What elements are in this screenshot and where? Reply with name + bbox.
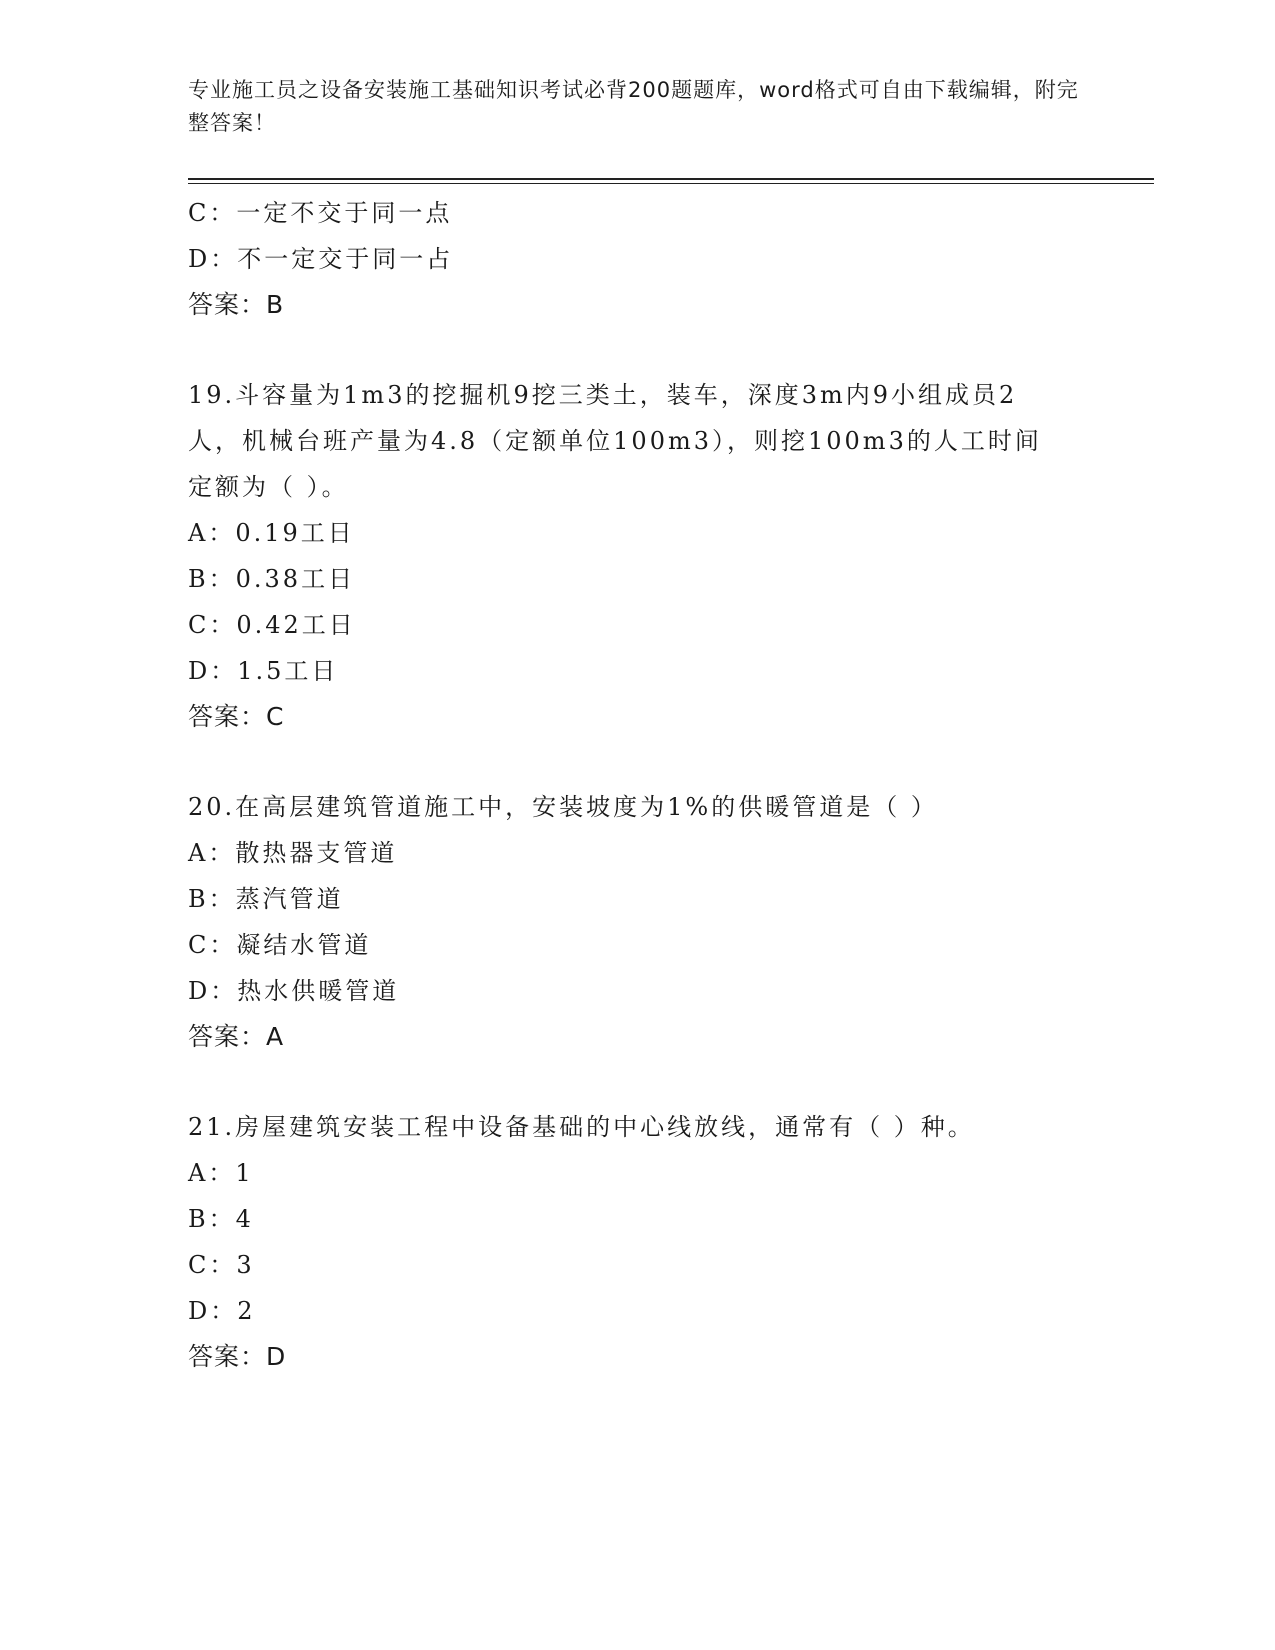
question-block-21 xyxy=(188,1104,1088,1380)
option-a: A：散热器支管道 xyxy=(188,839,398,867)
question-stem: 21.房屋建筑安装工程中设备基础的中心线放线，通常有（ ）种。 xyxy=(188,1113,975,1141)
spacer xyxy=(188,740,1088,784)
document-title: 专业施工员之设备安装施工基础知识考试必背200题题库，word格式可自由下载编辑，附完整答案！ xyxy=(188,78,1079,135)
question-block-20 xyxy=(188,784,1088,1060)
answer-line: 答案：C xyxy=(188,702,285,731)
question-stem: 20.在高层建筑管道施工中，安装坡度为1%的供暖管道是（ ） xyxy=(188,793,938,821)
option-b: B：4 xyxy=(188,1205,254,1233)
spacer xyxy=(188,328,1088,372)
option-c: C：0.42工日 xyxy=(188,611,356,639)
option-d: D：1.5工日 xyxy=(188,657,339,685)
question-block-19 xyxy=(188,372,1088,740)
option-d: D：不一定交于同一占 xyxy=(188,245,454,273)
page-header xyxy=(188,74,1088,140)
option-c: C：一定不交于同一点 xyxy=(188,199,453,227)
option-c: C：凝结水管道 xyxy=(188,931,372,959)
header-divider xyxy=(188,178,1154,180)
question-block-partial xyxy=(188,190,1088,328)
option-a: A：0.19工日 xyxy=(188,519,355,547)
option-d: D：热水供暖管道 xyxy=(188,977,400,1005)
answer-line: 答案：A xyxy=(188,1022,285,1051)
option-d: D：2 xyxy=(188,1297,256,1325)
document-body xyxy=(188,190,1088,1380)
option-c: C：3 xyxy=(188,1251,255,1279)
answer-line: 答案：D xyxy=(188,1342,287,1371)
question-stem: 19.斗容量为1m3的挖掘机9挖三类土，装车，深度3m内9小组成员2人，机械台班产量为4.8（定额单位100m3），则挖100m3的人工时间定额为（ ）。 xyxy=(188,381,1042,501)
spacer xyxy=(188,1060,1088,1104)
answer-line: 答案：B xyxy=(188,290,285,319)
header-divider-thin xyxy=(188,183,1154,184)
option-a: A：1 xyxy=(188,1159,254,1187)
option-b: B：0.38工日 xyxy=(188,565,356,593)
option-b: B：蒸汽管道 xyxy=(188,885,344,913)
